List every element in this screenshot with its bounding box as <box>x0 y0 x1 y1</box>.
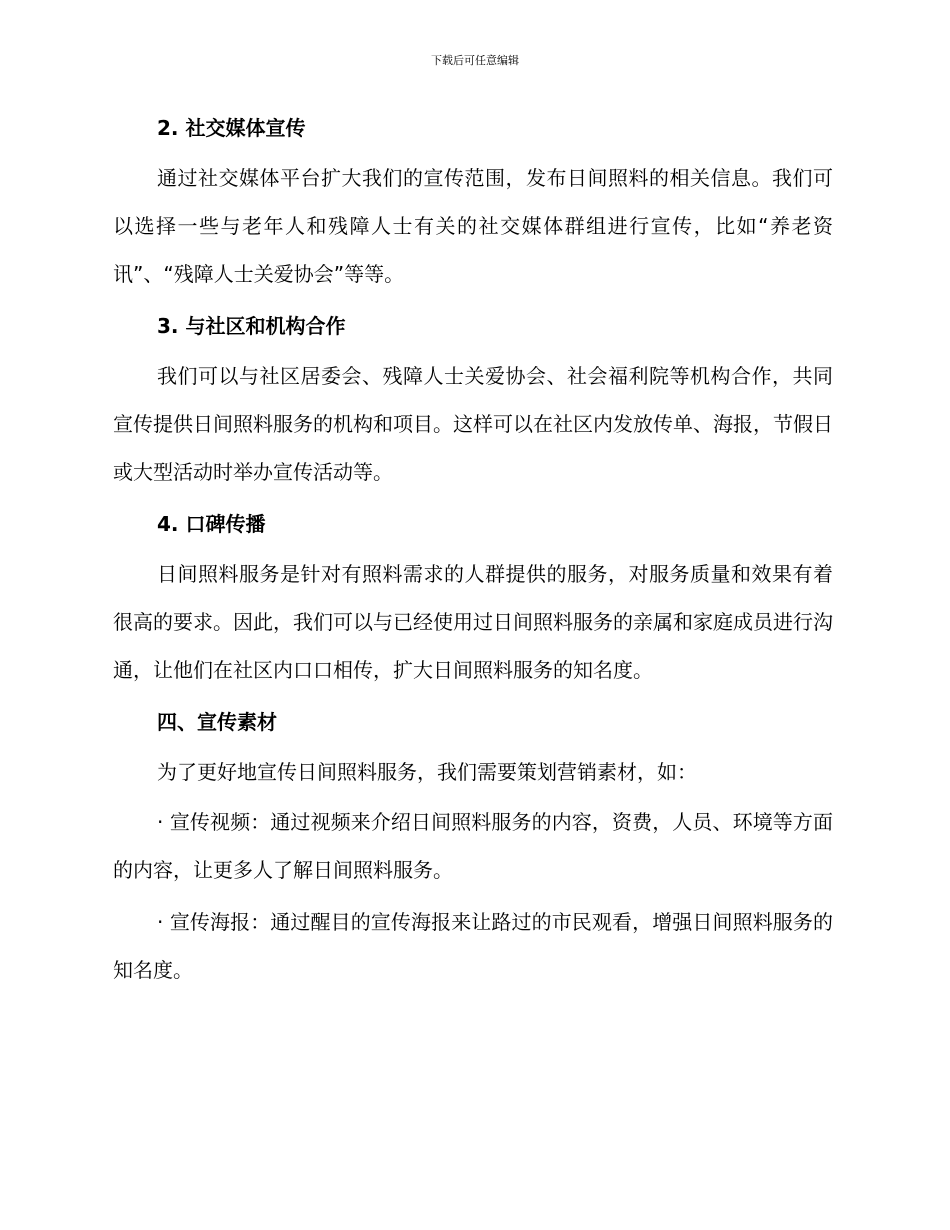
page-header: 下载后可任意编辑 <box>431 54 519 67</box>
section-heading-word-of-mouth: 4. 口碑传播 <box>157 512 266 536</box>
section-heading-social-media: 2. 社交媒体宣传 <box>157 116 306 140</box>
bullet-item-promo-poster: · 宣传海报：通过醒目的宣传海报来让路过的市民观看，增强日间照料服务的知名度。 <box>113 910 833 982</box>
section-paragraph: 为了更好地宣传日间照料服务，我们需要策划营销素材，如： <box>157 760 697 784</box>
bullet-item-promo-video: · 宣传视频：通过视频来介绍日间照料服务的内容，资费，人员、环境等方面的内容，让更多人了解日间照料服务。 <box>113 810 833 882</box>
section-paragraph: 通过社交媒体平台扩大我们的宣传范围，发布日间照料的相关信息。我们可以选择一些与老年人和残障人士有关的社交媒体群组进行宣传，比如“养老资讯”、“残障人士关爱协会”等等。 <box>113 166 833 286</box>
section-paragraph: 我们可以与社区居委会、残障人士关爱协会、社会福利院等机构合作，共同宣传提供日间照料服务的机构和项目。这样可以在社区内发放传单、海报，节假日或大型活动时举办宣传活动等。 <box>113 364 833 484</box>
document-body <box>113 112 833 1006</box>
section-heading-promo-materials: 四、宣传素材 <box>157 710 277 734</box>
section-paragraph: 日间照料服务是针对有照料需求的人群提供的服务，对服务质量和效果有着很高的要求。因此，我们可以与已经使用过日间照料服务的亲属和家庭成员进行沟通，让他们在社区内口口相传，扩大日间照料服务的知名度。 <box>113 562 833 682</box>
section-heading-community-cooperation: 3. 与社区和机构合作 <box>157 314 346 338</box>
